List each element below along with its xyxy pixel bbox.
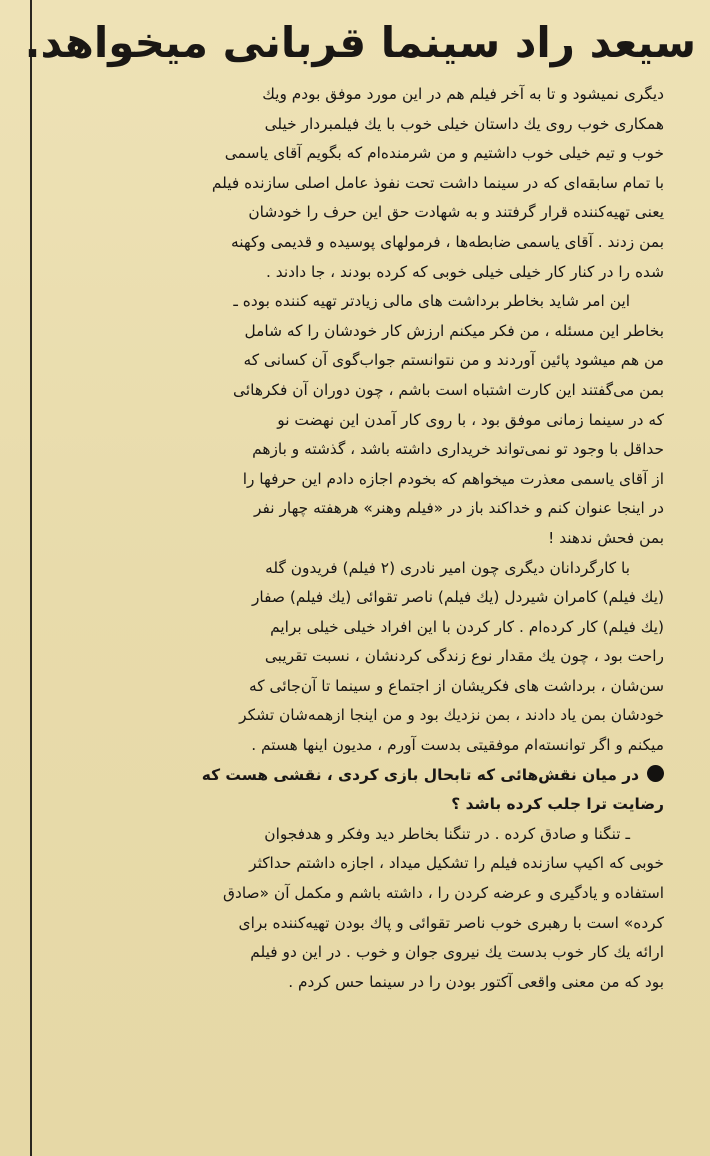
text-line: از آقای یاسمی معذرت میخواهم که بخودم اجازه دادم این حرفها را	[242, 469, 664, 488]
question-line	[42, 761, 664, 791]
text-line: بمن می‌گفتند این کارت اشتباه است باشم ، چون دوران آن فکرهائی	[233, 380, 664, 399]
text-line: که در سینما زمانی موفق بود ، با روی کار آمدن این نهضت نو	[277, 410, 664, 429]
text-line: استفاده و یادگیری و عرضه کردن را ، داشته باشم و مکمل آن «صادق	[223, 884, 664, 903]
bullet-icon	[647, 765, 664, 782]
article-body	[42, 80, 664, 997]
text-line: راحت بود ، چون یك مقدار نوع زندگی کردنشان ، نسبت تقریبی	[264, 647, 664, 666]
text-line: ارائه یك کار خوب بدست یك نیروی جوان و خوب . در این دو فیلم	[250, 943, 664, 962]
text-line: یعنی تهیه‌کننده قرار گرفتند و به شهادت حق این حرف را خودشان	[248, 203, 664, 222]
question-text: در میان نقش‌هائی که تابحال بازی کردی ، نقشی هست که	[201, 765, 639, 784]
text-line: بمن زدند . آقای یاسمی ضابطه‌ها ، فرمولهای پوسیده و قدیمی وکهنه	[230, 232, 664, 251]
text-line: همکاری خوب روی یك داستان خیلی خوب با یك فیلمبردار خیلی	[264, 114, 664, 133]
headline: سیعد راد سینما قربانی میخواهد.	[24, 18, 696, 67]
column-divider	[30, 0, 32, 1156]
text-line: میکنم و اگر توانسته‌ام موفقیتی بدست آورم ، مدیون اینها هستم .	[251, 736, 664, 755]
text-line: شده را در کنار کار خیلی خیلی خوبی که کرده بودند ، جا دادند .	[266, 262, 664, 281]
text-line: با تمام سابقه‌ای که در سینما داشت تحت نفوذ عامل اصلی سازنده فیلم	[211, 173, 664, 192]
text-line: کرده» است با رهبری خوب ناصر تقوائی و پاك بودن تهیه‌کننده برای	[238, 913, 664, 932]
text-line: بود که من معنی واقعی آکتور بودن را در سینما حس کردم .	[288, 972, 664, 991]
text-line: سن‌شان ، برداشت های فکریشان از اجتماع و سینما تا آن‌جائی که	[249, 676, 664, 695]
text-line: بخاطر این مسئله ، من فکر میکنم ارزش کار خودشان را که شامل	[244, 321, 664, 340]
answer-line: ـ تنگنا و صادق کرده . در تنگنا بخاطر دید وفکر و هدفجوان	[264, 824, 630, 843]
text-line: خوب و تیم خیلی خوب داشتیم و من شرمنده‌ام که بگویم آقای یاسمی	[224, 144, 664, 163]
text-line: (یك فیلم) کار کرده‌ام . کار کردن با این افراد خیلی خیلی برایم	[270, 617, 664, 636]
question-line: رضایت ترا جلب کرده باشد ؟	[451, 795, 664, 814]
text-line: در اینجا عنوان کنم و خداکند باز در «فیلم وهنر» هرهفته چهار نفر	[254, 499, 664, 518]
text-line: خودشان بمن یاد دادند ، بمن نزدیك بود و من اینجا ازهمه‌شان تشکر	[239, 706, 664, 725]
text-line: دیگری نمیشود و تا به آخر فیلم هم در این مورد موفق بودم ویك	[262, 85, 664, 103]
text-line: با کارگردانان دیگری چون امیر نادری (۲ فیلم) فریدون گله	[265, 558, 630, 577]
text-line: حداقل با وجود تو نمی‌تواند خریداری داشته باشد ، گذشته و بازهم	[252, 440, 664, 459]
text-line: من هم میشود پائین آوردند و من نتوانستم جواب‌گوی آن کسانی که	[243, 351, 664, 370]
text-line: خوبی که اکیپ سازنده فیلم را تشکیل میداد ، اجازه داشتم حداکثر	[249, 854, 664, 873]
text-line: (یك فیلم) کامران شیردل (یك فیلم) ناصر تقوائی (یك فیلم) صفار	[251, 588, 664, 607]
text-line: بمن فحش ندهند !	[548, 528, 664, 547]
text-line: این امر شاید بخاطر برداشت های مالی زیادتر تهیه کننده بوده ـ	[233, 292, 630, 311]
